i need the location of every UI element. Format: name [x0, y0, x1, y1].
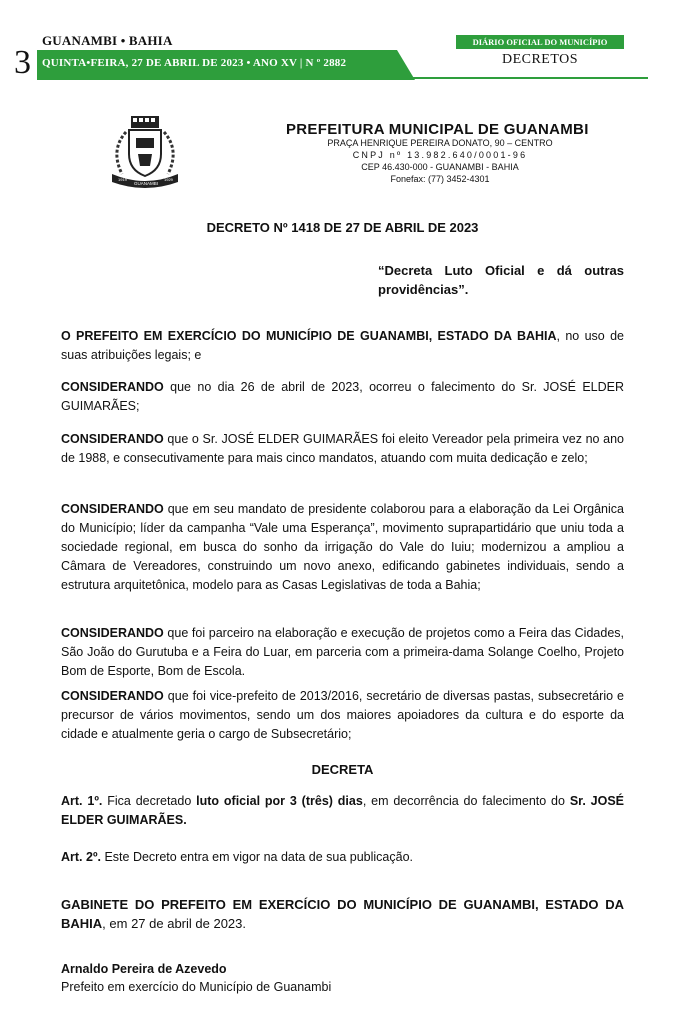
preamble-authority: O PREFEITO EM EXERCÍCIO DO MUNICÍPIO DE GUANAMBI, ESTADO DA BAHIA [61, 329, 557, 343]
signer-name: Arnaldo Pereira de Azevedo [61, 962, 227, 976]
preamble-text: , no uso de suas atribuições legais; e [61, 329, 624, 362]
article-1-text: Fica decretado [102, 794, 197, 808]
edition-info: QUINTA•FEIRA, 27 DE ABRIL DE 2023 • ANO XV | N º 2882 [42, 57, 347, 69]
considerando-5 [61, 687, 624, 744]
banner-city: GUANAMBI [134, 181, 159, 186]
letterhead-phone: Fonefax: (77) 3452-4301 [390, 174, 490, 184]
letterhead-title: PREFEITURA MUNICIPAL DE GUANAMBI [286, 121, 589, 138]
decree-title: DECRETO Nº 1418 DE 27 DE ABRIL DE 2023 [206, 220, 479, 235]
article-2 [61, 848, 624, 867]
considerando-3 [61, 500, 624, 595]
article-2-label: Art. 2º. [61, 850, 101, 864]
article-1-honoree: Sr. JOSÉ ELDER GUIMARÃES. [61, 794, 624, 827]
considerando-label: CONSIDERANDO [61, 432, 164, 446]
considerando-label: CONSIDERANDO [61, 689, 164, 703]
letterhead-cep: CEP 46.430-000 - GUANAMBI - BAHIA [361, 162, 519, 172]
closing-date: , em 27 de abril de 2023. [102, 916, 246, 931]
considerando-text: que no dia 26 de abril de 2023, ocorreu o falecimento do Sr. JOSÉ ELDER GUIMARÃES; [61, 380, 624, 413]
considerando-2 [61, 430, 624, 468]
closing-office: GABINETE DO PREFEITO EM EXERCÍCIO DO MUNICÍPIO DE GUANAMBI, ESTADO DA BAHIA [61, 897, 624, 931]
decreta-heading: DECRETA [311, 762, 374, 777]
considerando-label: CONSIDERANDO [61, 502, 164, 516]
article-1-label: Art. 1º. [61, 794, 103, 808]
considerando-label: CONSIDERANDO [61, 626, 164, 640]
considerando-text: que em seu mandato de presidente colaborou para a elaboração da Lei Orgânica do Município; líder da campanha “Vale uma Esperança”, movimento suprapartidário que uniu toda a sociedade regional, em busca do sonho da irrigação do Vale do Iuiu; modernizou a ampliou a Câmara de Vereadores, construindo um novo anexo, edificando gabinetes individuais, sendo a estrutura arquitetônica, modelo para as Casas Legislativas de toda a Bahia; [61, 502, 624, 592]
right-laurel [164, 132, 173, 174]
considerando-1 [61, 378, 624, 416]
left-laurel [117, 132, 126, 174]
decree-ementa: “Decreta Luto Oficial e dá outras providências”. [378, 263, 624, 297]
considerando-text: que o Sr. JOSÉ ELDER GUIMARÃES foi eleito Vereador pela primeira vez no ano de 1988, e consecutivamente para mais cinco mandatos, atuando com muita dedicação e zelo; [61, 432, 624, 465]
page-number: 3 [14, 44, 31, 81]
shield-shape [129, 130, 161, 176]
considerando-4 [61, 624, 624, 681]
gazette-name-badge: DIÁRIO OFICIAL DO MUNICÍPIO [456, 35, 624, 49]
signer-role: Prefeito em exercício do Município de Guanambi [61, 980, 332, 994]
considerando-text: que foi parceiro na elaboração e execução de projetos como a Feira das Cidades, São João do Gurutuba e a Feira do Luar, em parceria com a primeira-dama Solange Coelho, Projeto Bom de Esporte, Bom de Escola. [61, 626, 624, 678]
banner-year-right: 1929 [164, 177, 173, 182]
preamble [61, 327, 624, 365]
closing-statement [61, 895, 624, 933]
article-1-mourning: luto oficial por 3 (três) dias [196, 794, 363, 808]
gazette-city-state: GUANAMBI • BAHIA [42, 33, 173, 48]
section-underline [408, 77, 648, 79]
letterhead-cnpj: CNPJ nº 13.982.640/0001-96 [352, 150, 528, 160]
banner-year-left: 1919 [118, 177, 127, 182]
article-1-text-2: , em decorrência do falecimento do [362, 794, 570, 808]
letterhead-address: PRAÇA HENRIQUE PEREIRA DONATO, 90 – CENTRO [327, 138, 553, 148]
municipal-crest-icon [104, 112, 186, 190]
considerando-label: CONSIDERANDO [61, 380, 164, 394]
section-title: DECRETOS [501, 52, 579, 67]
article-2-text: Este Decreto entra em vigor na data de sua publicação. [101, 850, 413, 864]
article-1 [61, 792, 624, 830]
considerando-text: que foi vice-prefeito de 2013/2016, secretário de diversas pastas, subsecretário e precursor de vários movimentos, sendo um dos maiores apoiadores da cultura e do esporte da cidade e atualmente geria o cargo de Subsecretário; [61, 689, 624, 741]
